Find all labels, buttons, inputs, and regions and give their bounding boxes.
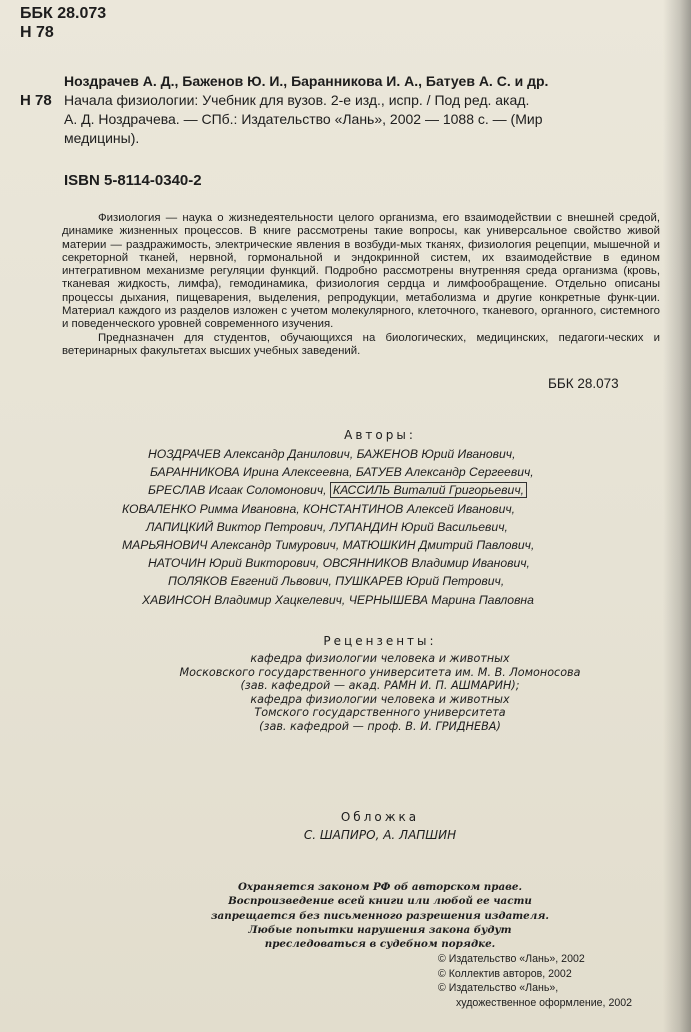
reviewer-line: кафедра физиологии человека и животных [250,692,510,706]
cover-designers: С. ШАПИРО, А. ЛАПШИН [303,828,457,842]
authors-line: БРЕСЛАВ Исаак Соломонович, КАССИЛЬ Виталий Григорьевич, [120,481,600,499]
isbn: ISBN 5-8114-0340-2 [64,172,202,189]
annotation-paragraph: Физиология — наука о жизнедеятельности целого организма, его взаимодействии с внешней средой, динамике жизненных процессов. В книге рассмотрены такие вопросы, как универсальное свойство живой материи — раздражимость, электрические явления в возбуди-мых тканях, физиология рецепции, мышечной и секреторной тканей, нервной, гормональной и эндокринной систем, их взаимодействие в едином интегративном механизме регуляции функций. Подробно рассмотрены внутренняя среда организма (кровь, тканевая жидкость, лимфа), гемодинамика, физиология сердца и лимфообращение. Отдельно описаны процессы дыхания, пищеварения, выделения, репродукции, метаболизма и другие конкретные функ-ции. Материал каждого из разделов изложен с учетом молекулярного, клеточного, тканевого, органного, системного и поведенческого уровней современного изучения. [62,212,661,331]
bib-line-2: А. Д. Ноздрачева. — СПб.: Издательство «Лань», 2002 — 1088 с. — (Мир [64,111,543,127]
reviewer-line: Московского государственного университета им. М. В. Ломоносова [179,665,581,679]
author-mark-inline: Н 78 [20,92,52,109]
reviewer-line: кафедра физиологии человека и животных [250,652,510,665]
reviewer-line: (зав. кафедрой — акад. РАМН И. П. АШМАРИН); [240,679,520,693]
bbk-code-bottom: ББК 28.073 [548,376,619,391]
bibliographic-record [20,72,660,148]
notice-line: Воспроизведение всей книги или любой ее части [228,895,532,908]
bib-line-3: медицины). [64,130,140,146]
authors-line: ЛАПИЦКИЙ Виктор Петрович, ЛУПАНДИН Юрий Васильевич, [146,519,508,534]
authors-line: БАРАННИКОВА Ирина Алексеевна, БАТУЕВ Александр Сергеевич, [150,465,534,480]
cover-heading: Обложка [340,810,420,824]
authors-list [120,445,600,609]
copyright-lines [438,952,668,1010]
notice-line: Любые попытки нарушения закона будут [248,923,512,936]
authors-heading: Авторы: [344,428,416,442]
bib-authors: Ноздрачев А. Д., Баженов Ю. И., Баранникова И. А., Батуев А. С. и др. [64,73,549,89]
reviewers-list [100,652,660,734]
reviewer-line: (зав. кафедрой — проф. В. И. ГРИДНЕВА) [259,719,501,733]
authors-line: ПОЛЯКОВ Евгений Львович, ПУШКАРЕВ Юрий Петрович, [168,574,505,589]
authors-line: НОЗДРАЧЕВ Александр Данилович, БАЖЕНОВ Юрий Иванович, [148,447,516,461]
notice-line: запрещается без письменного разрешения издателя. [210,909,550,922]
bbk-code: ББК 28.073 [20,5,107,22]
classification-header [20,4,106,42]
copyright-line: © Издательство «Лань», 2002 [438,953,585,965]
reviewer-line: Томского государственного университета [254,706,506,720]
copyright-line: художественное оформление, 2002 [456,996,633,1009]
copyright-line: © Издательство «Лань», [438,982,559,995]
page-edge-shadow [663,0,691,1032]
bib-line-1: Начала физиологии: Учебник для вузов. 2-е изд., испр. / Под ред. акад. [64,92,530,108]
annotation [62,212,660,358]
boxed-author: КАССИЛЬ Виталий Григорьевич, [330,482,527,498]
authors-line: КОВАЛЕНКО Римма Ивановна, КОНСТАНТИНОВ Алексей Иванович, [122,501,516,516]
authors-line: ХАВИНСОН Владимир Хацкелевич, ЧЕРНЫШЕВА Марина Павловна [142,592,534,607]
notice-line: преследоваться в судебном порядке. [264,938,496,951]
authors-line: МАРЬЯНОВИЧ Александр Тимурович, МАТЮШКИН Дмитрий Павлович, [122,538,535,553]
reviewers-heading: Рецензенты: [323,634,437,648]
notice-line: Охраняется законом РФ об авторском праве. [237,881,523,893]
audience-paragraph: Предназначен для студентов, обучающихся на биологических, медицинских, педагоги-ческих и ветеринарных факультетах высших учебных заведений. [62,331,660,357]
copyright-notice [120,880,640,951]
copyright-line: © Коллектив авторов, 2002 [438,967,572,980]
authors-line: НАТОЧИН Юрий Викторович, ОВСЯННИКОВ Владимир Иванович, [148,556,530,571]
author-mark: Н 78 [20,24,54,41]
